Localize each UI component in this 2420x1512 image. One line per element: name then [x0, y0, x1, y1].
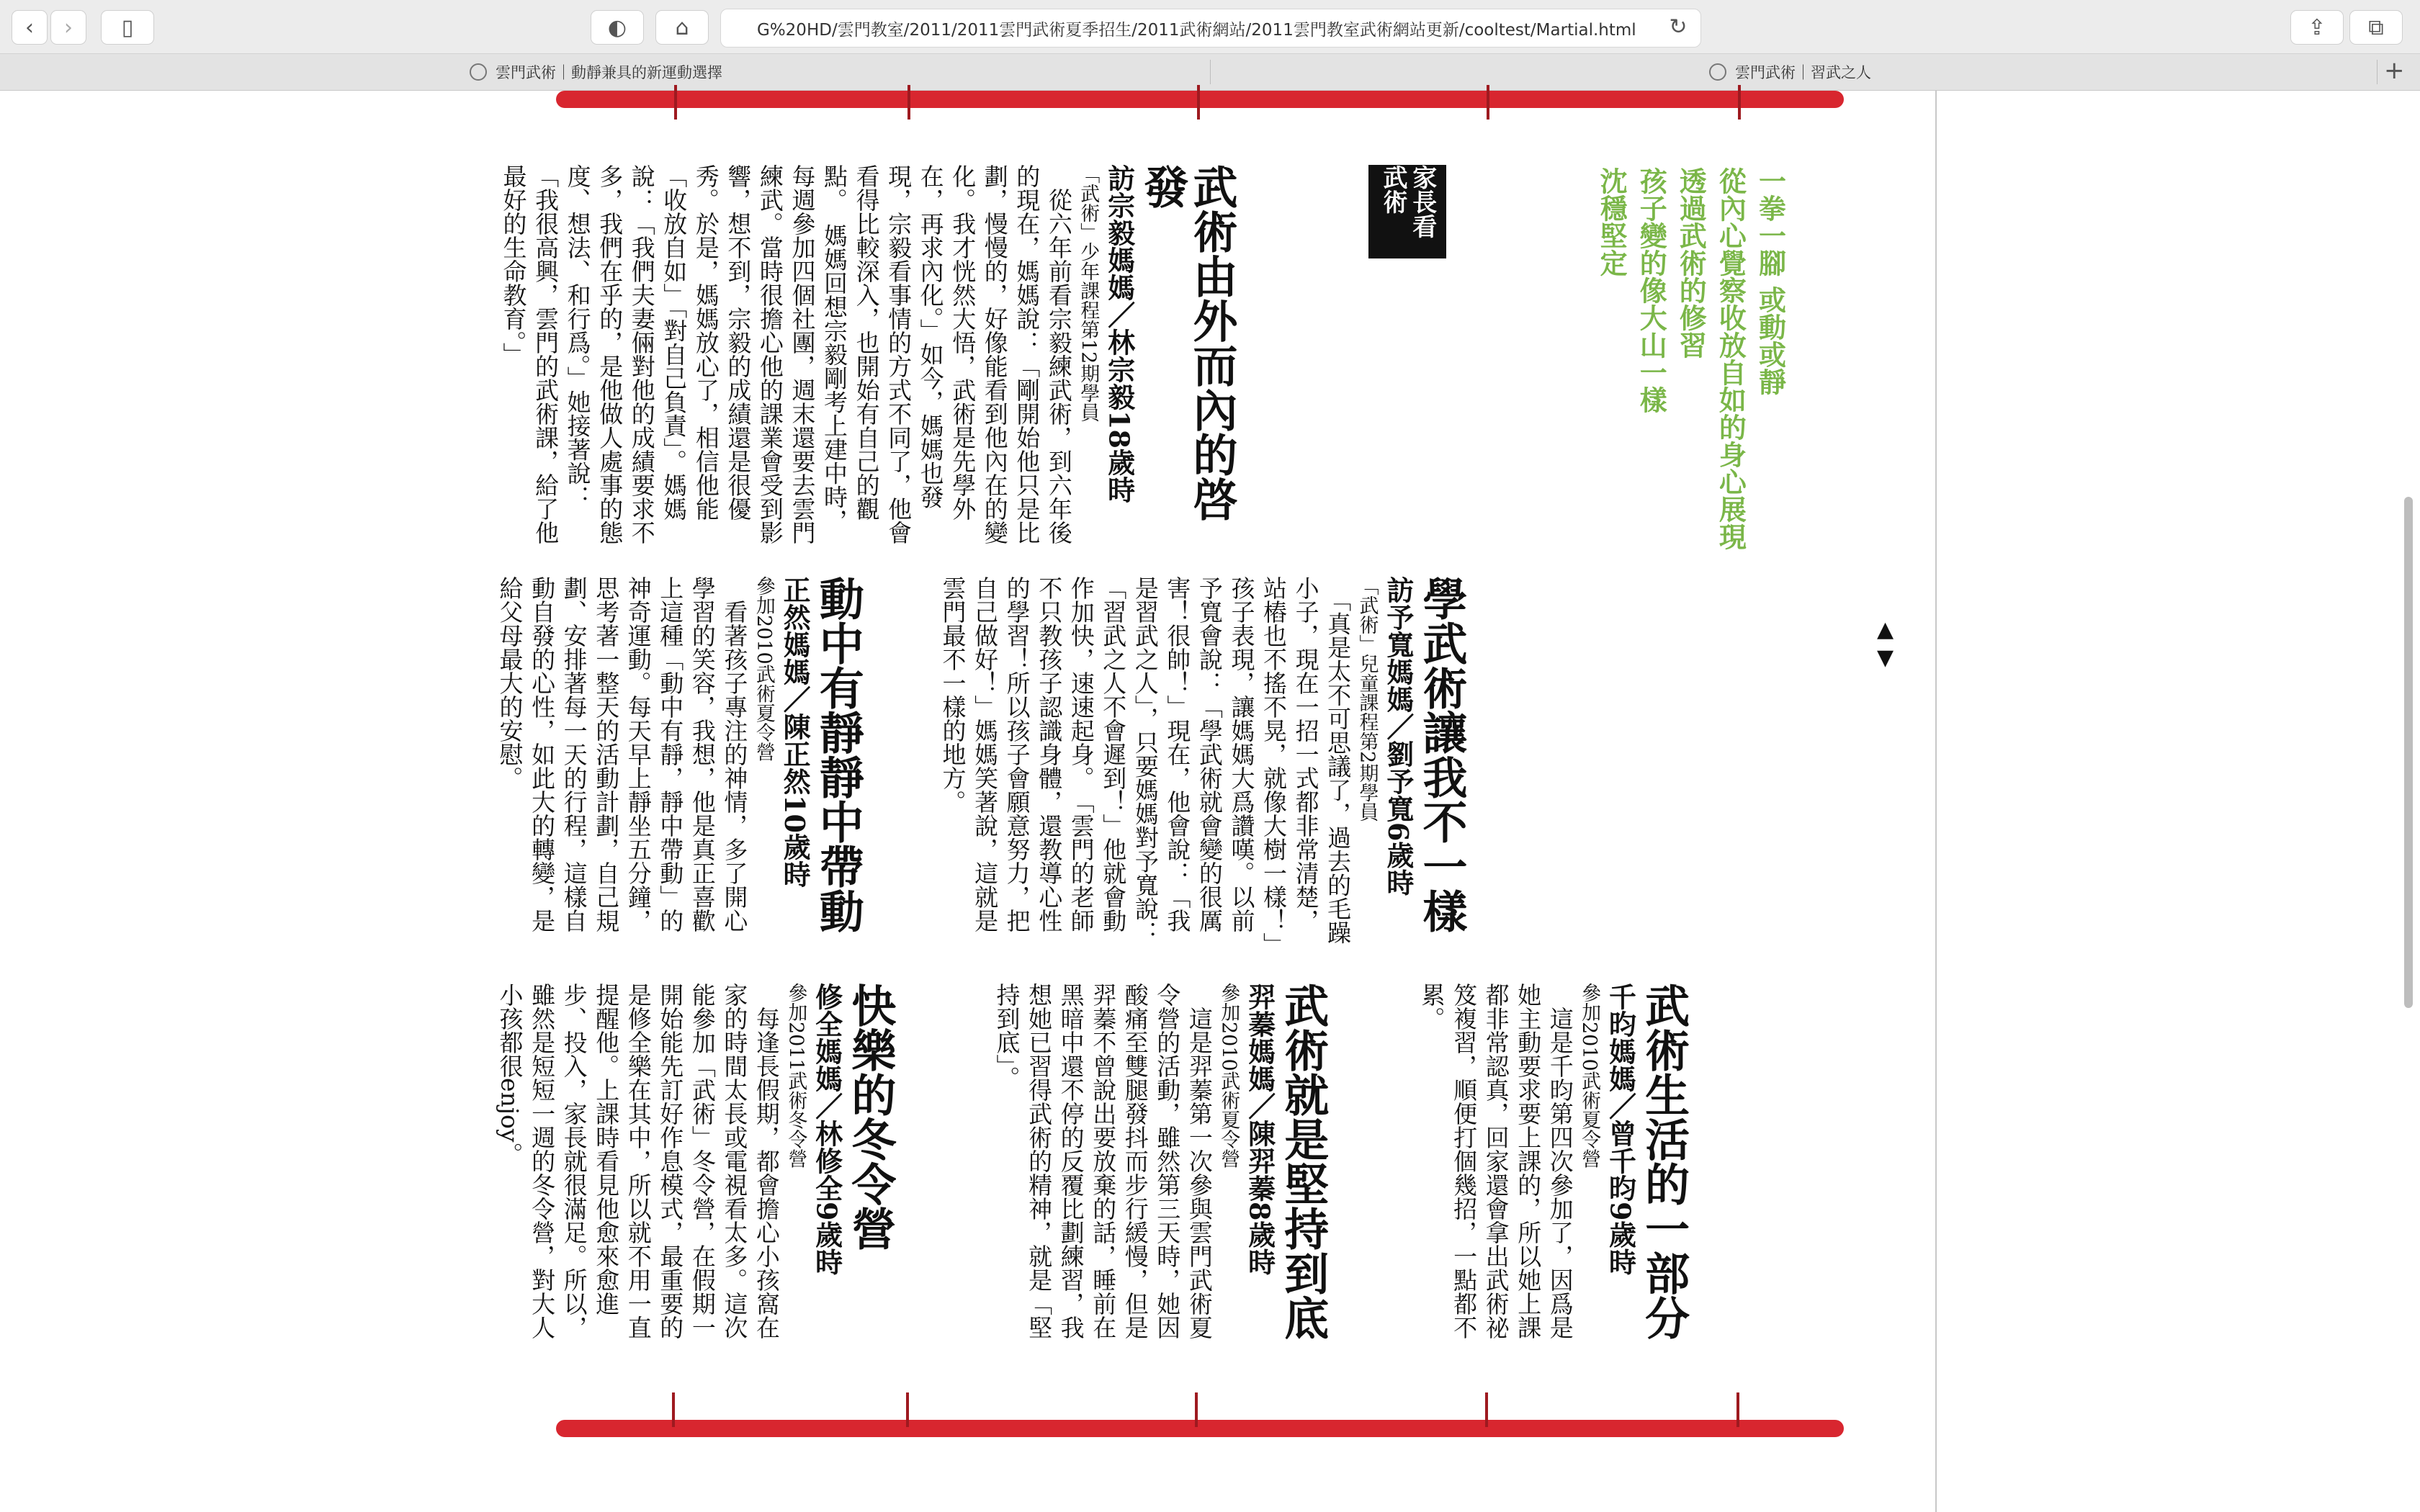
section-title: 動中有靜靜中帶動	[812, 576, 865, 933]
section-body: 這是千昀第四次參加了，因爲是她主動要求要上課的，所以她上課都非常認真，回家還會拿出武術祕笈複習，順便打個幾招，一點都不累。	[1417, 983, 1574, 1339]
rail-tick	[1485, 1392, 1488, 1427]
address-bar[interactable]	[720, 9, 1701, 48]
rail-tick	[1738, 85, 1741, 120]
rail-tick	[1195, 1392, 1198, 1427]
article-section	[493, 983, 895, 1357]
article-section	[936, 576, 1469, 950]
rail-tick	[1487, 85, 1489, 120]
tab-divider	[2377, 60, 2378, 84]
section-badge	[1368, 165, 1446, 258]
tabs-overview-icon[interactable]: ⧉	[2349, 10, 2403, 45]
top-rail	[556, 91, 1844, 108]
section-title: 學武術讓我不一樣	[1415, 576, 1469, 933]
rail-tick	[674, 85, 677, 120]
section-body: 這是羿蓁第一次參與雲門武術夏令營的活動，雖然第三天時，她因酸痛至雙腿發抖而步行緩慢，但是羿蓁不曾說出要放棄的話，睡前在黑暗中還不停的反覆比劃練習，我想她已習得武術的精神，就是「堅持到底」。	[992, 983, 1214, 1339]
article-section	[990, 983, 1330, 1357]
forward-icon[interactable]: ›	[50, 10, 86, 45]
section-body: 從六年前看宗毅練武術，到六年後的現在，媽媽說：「剛開始他只是比劃，慢慢的，好像能看到他內在的變化。我才恍然大悟，武術是先學外在，再求內化。」如今，媽媽也發現，宗毅看事情的方式不同了，他會看得比較深入，也開始有自己的觀點。 媽媽回想宗毅剛考上建中時，每週參加四個社團，週末還要去雲門練武。當時很擔心他的課業會受到影響，想不到，宗毅的成績還是很優秀。於是，媽媽放心了，相信他能「收放自如」「對自己負責」。媽媽說：「我們夫妻倆對他的成績要求不多，我們在乎的，是他做人處事的態度、想法、和行爲。」她接著說：「我很高興，雲門的武術課，給了他最好的生命教育。」	[499, 164, 1073, 544]
section-subtitle: 千昀媽媽／曾千昀9歲時	[1604, 983, 1637, 1276]
section-title: 武術由外而內的啓發	[1136, 164, 1238, 521]
intro-line: 孩子變的像大山一樣	[1635, 167, 1668, 413]
section-body: 「真是太不可思議了，過去的毛躁小子，現在一招一式都非常清楚，站樁也不搖不晃，就像大樹一樣！」孩子表現，讓媽媽大爲讚嘆。以前予寬會說：「學武術就會變的很厲害！很帥！」現在，他會說：「我是習武之人」，只要媽媽對予寬說：「習武之人不會遲到！」他就會動作加快，速速起身。 「雲門的老師不只教孩子認識身體，還教導心性的學習！所以孩子會願意努力，把自己做好！」媽媽笑著說，這就是雲門最不一樣的地方。	[938, 576, 1353, 945]
section-title: 武術就是堅持到底	[1276, 983, 1330, 1340]
section-subtitle: 修全媽媽／林修全9歲時	[810, 983, 843, 1276]
intro-line: 沈穩堅定	[1595, 167, 1628, 276]
article-section	[497, 164, 1236, 553]
back-icon[interactable]: ‹	[12, 10, 48, 45]
rail-tick	[1197, 85, 1200, 120]
section-subtitle: 訪宗毅媽媽／林宗毅18歲時	[1103, 164, 1136, 503]
section-subtitle: 正然媽媽／陳正然10歲時	[779, 576, 812, 888]
tab-divider	[1210, 60, 1211, 84]
compass-icon	[470, 63, 487, 81]
share-icon[interactable]: ⇪	[2290, 10, 2344, 45]
compass-icon	[1709, 63, 1726, 81]
section-body: 每逢長假期，都會擔心小孩窩在家的時間太長或電視看太多。這次能參加「武術」冬令營，在假期一開始能先訂好作息模式，最重要的是修全樂在其中，所以就不用一直提醒他。上課時看見他愈來愈進步、投入，家長就很滿足。所以，雖然是短短一週的冬令營，對大人小孩都很enjoy。	[496, 983, 781, 1339]
section-subtitle: 訪予寬媽媽／劉予寬6歲時	[1381, 576, 1415, 896]
section-subtitle: 羿蓁媽媽／陳羿蓁8歲時	[1243, 983, 1276, 1276]
tab-1[interactable]	[470, 54, 722, 90]
section-title: 快樂的冬令營	[843, 983, 897, 1251]
intro-line: 從內心覺察收放自如的身心展現	[1714, 167, 1747, 550]
tab-bar	[0, 54, 2420, 91]
sidebar-icon[interactable]: ▯	[101, 10, 154, 45]
section-note: 參加2010武術夏令營	[752, 576, 775, 762]
page-scrollbar[interactable]	[2404, 497, 2413, 1008]
tab-1-label: 雲門武術｜動靜兼具的新運動選擇	[496, 64, 722, 81]
browser-toolbar	[0, 0, 2420, 54]
section-note: 「武術」兒童課程第2期學員	[1355, 576, 1379, 822]
article-section	[493, 576, 865, 950]
section-note: 參加2011武術冬令營	[784, 983, 807, 1169]
rail-tick	[908, 85, 910, 120]
shield-icon[interactable]: ◐	[591, 10, 644, 45]
tab-2-label: 雲門武術｜習武之人	[1735, 64, 1871, 81]
home-icon[interactable]: ⌂	[655, 10, 709, 45]
scroll-arrows-icon[interactable]: ▲ ▼	[1877, 617, 1894, 670]
bottom-rail	[556, 1420, 1844, 1437]
article-section	[1415, 983, 1688, 1357]
rail-tick	[1736, 1392, 1739, 1427]
section-note: 「武術」少年課程第12期學員	[1077, 164, 1100, 423]
intro-line: 透過武術的修習	[1675, 167, 1708, 359]
intro-poem	[1592, 167, 1790, 613]
rail-tick	[672, 1392, 675, 1427]
rail-tick	[906, 1392, 909, 1427]
url-text[interactable]: G%20HD/雲門教室/2011/2011雲門武術夏季招生/2011武術網站/2011雲門教室武術網站更新/cooltest/Martial.html	[757, 20, 1636, 40]
section-body: 看著孩子專注的神情，多了開心學習的笑容，我想，他是真正喜歡上這種「動中有靜，靜中帶動」的神奇運動。每天早上靜坐五分鐘，思考著一整天的活動計劃，自己規劃、安排著每一天的行程，這樣自動自發的心性，如此大的轉變，是給父母最大的安慰。	[496, 576, 749, 932]
reload-icon[interactable]: ↻	[1669, 14, 1688, 40]
section-note: 參加2010武術夏令營	[1217, 983, 1240, 1169]
new-tab-button[interactable]: +	[2384, 56, 2405, 85]
intro-line: 一拳一腳 或動或靜	[1754, 167, 1787, 396]
section-note: 參加2010武術夏令營	[1578, 983, 1601, 1169]
tab-2[interactable]	[1709, 54, 1871, 90]
section-title: 武術生活的一部分	[1637, 983, 1690, 1340]
badge-label: 家長看武術	[1379, 165, 1437, 238]
pane-divider	[1935, 91, 1937, 1512]
